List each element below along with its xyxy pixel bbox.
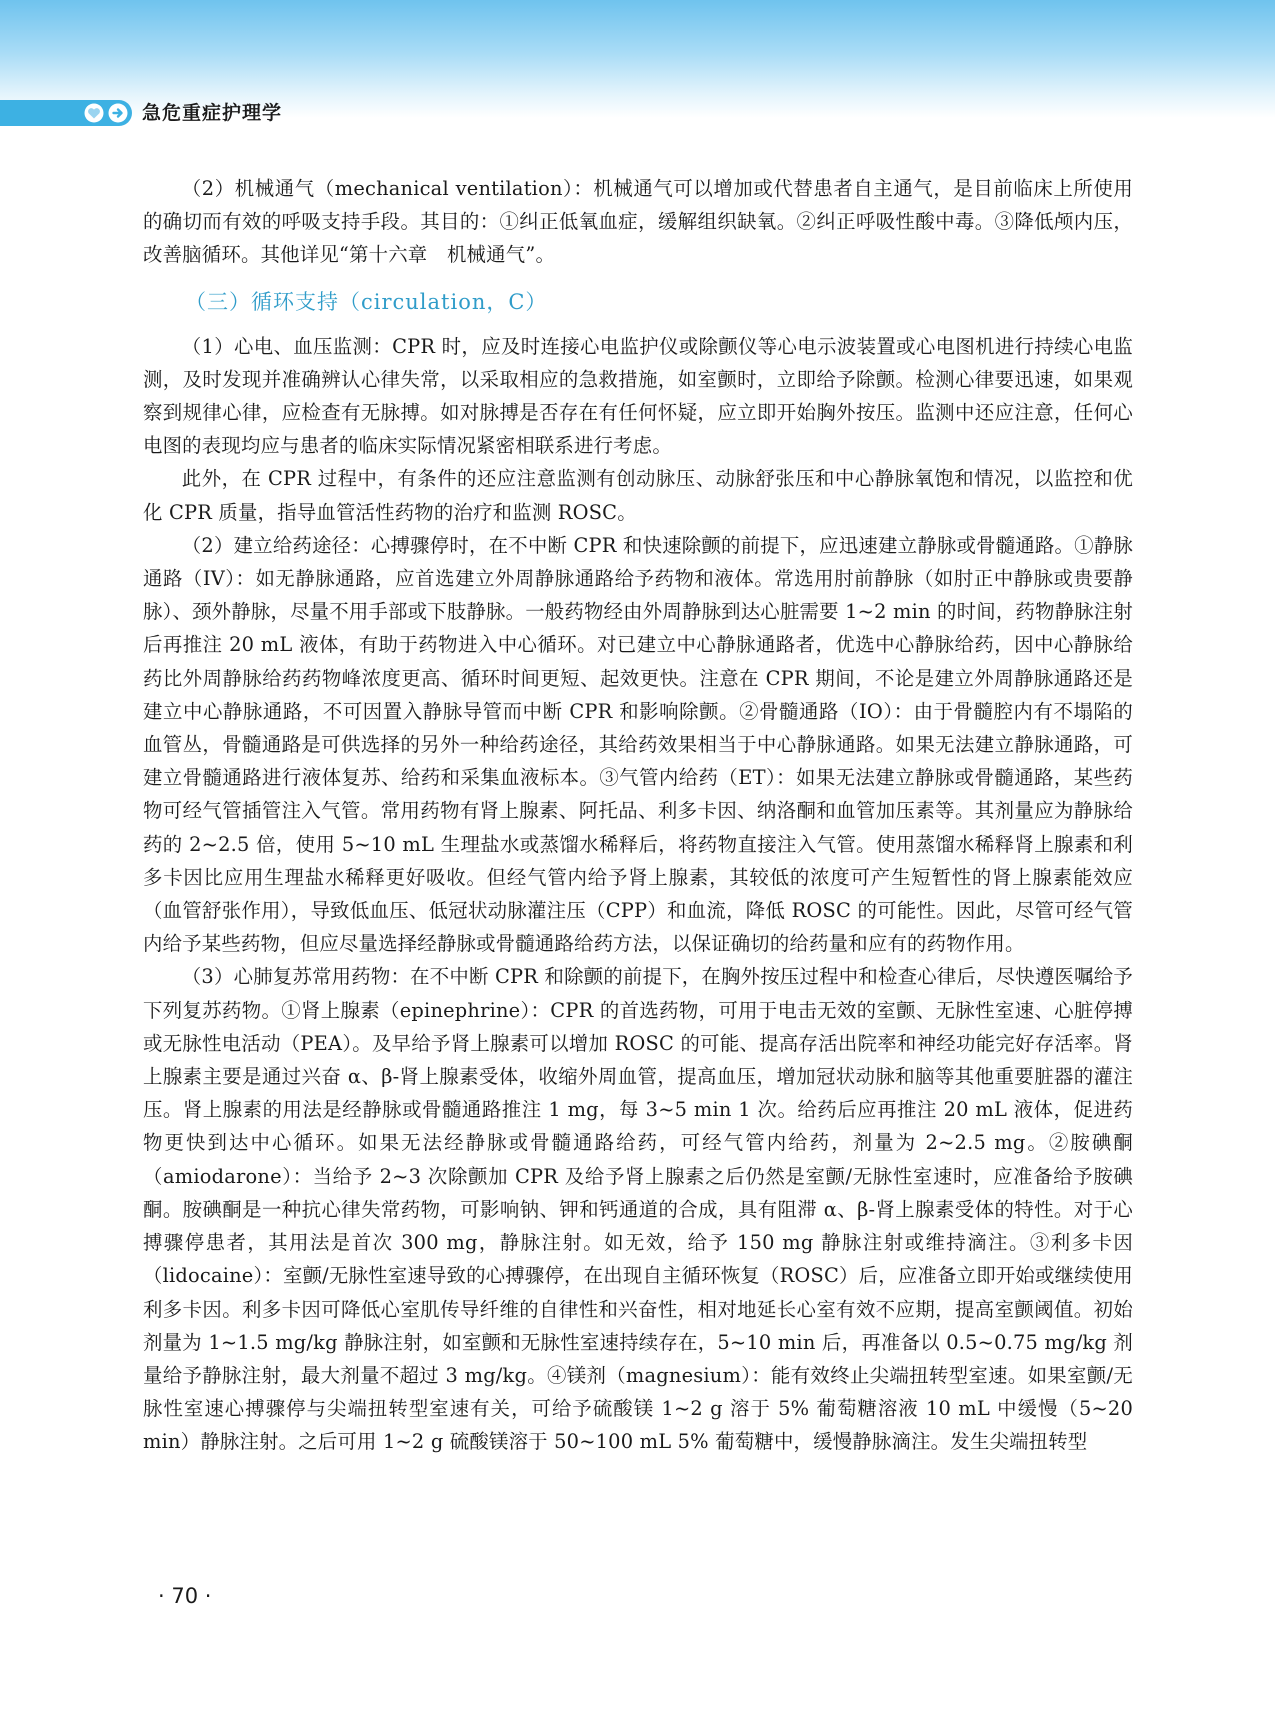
section-heading-circulation: （三）循环支持（circulation，C） xyxy=(185,289,548,314)
arrow-right-circle-icon xyxy=(108,103,128,123)
paragraph-drug-routes: （2）建立给药途径：心搏骤停时，在不中断 CPR 和快速除颤的前提下，应迅速建立静脉或骨髓通路。①静脉通路（IV）：如无静脉通路，应首选建立外周静脉通路给予药物和液体。常选用肘前静脉（如肘正中静脉或贵要静脉）、颈外静脉，尽量不用手部或下肢静脉。一般药物经由外周静脉到达心脏需要 1~2 min 的时间，药物静脉注射后再推注 20 mL 液体，有助于药物进入中心循环。对已建立中心静脉通路者，优选中心静脉给药，因中心静脉给药比外周静脉给药药物峰浓度更高、循环时间更短、起效更快。注意在 CPR 期间，不论是建立外周静脉通路还是建立中心静脉通路，不可因置入静脉导管而中断 CPR 和影响除颤。②骨髓通路（IO）：由于骨髓腔内有不塌陷的血管丛，骨髓通路是可供选择的另外一种给药途径，其给药效果相当于中心静脉通路。如果无法建立静脉通路，可建立骨髓通路进行液体复苏、给药和采集血液标本。③气管内给药（ET）：如果无法建立静脉或骨髓通路，某些药物可经气管插管注入气管。常用药物有肾上腺素、阿托品、利多卡因、纳洛酮和血管加压素等。其剂量应为静脉给药的 2~2.5 倍，使用 5~10 mL 生理盐水或蒸馏水稀释后，将药物直接注入气管。使用蒸馏水稀释肾上腺素和利多卡因比应用生理盐水稀释更好吸收。但经气管内给予肾上腺素，其较低的浓度可产生短暂性的肾上腺素能效应（血管舒张作用），导致低血压、低冠状动脉灌注压（CPP）和血流，降低 ROSC 的可能性。因此，尽管可经气管内给予某些药物，但应尽量选择经静脉或骨髓通路给药方法，以保证确切的给药量和应有的药物作用。 xyxy=(143,533,1133,956)
paragraph-cpr-drugs: （3）心肺复苏常用药物：在不中断 CPR 和除颤的前提下，在胸外按压过程中和检查心律后，尽快遵医嘱给予下列复苏药物。①肾上腺素（epinephrine）：CPR 的首选药物，可用于电击无效的室颤、无脉性室速、心脏停搏或无脉性电活动（PEA）。及早给予肾上腺素可以增加 ROSC 的可能、提高存活出院率和神经功能完好存活率。肾上腺素主要是通过兴奋 α、β-肾上腺素受体，收缩外周血管，提高血压，增加冠状动脉和脑等其他重要脏器的灌注压。肾上腺素的用法是经静脉或骨髓通路推注 1 mg，每 3~5 min 1 次。给药后应再推注 20 mL 液体，促进药物更快到达中心循环。如果无法经静脉或骨髓通路给药，可经气管内给药，剂量为 2~2.5 mg。②胺碘酮（amiodarone）：当给予 2~3 次除颤加 CPR 及给予肾上腺素之后仍然是室颤/无脉性室速时，应准备给予胺碘酮。胺碘酮是一种抗心律失常药物，可影响钠、钾和钙通道的合成，具有阻滞 α、β-肾上腺素受体的特性。对于心搏骤停患者，其用法是首次 300 mg，静脉注射。如无效，给予 150 mg 静脉注射或维持滴注。③利多卡因（lidocaine）：室颤/无脉性室速导致的心搏骤停，在出现自主循环恢复（ROSC）后，应准备立即开始或继续使用利多卡因。利多卡因可降低心室肌传导纤维的自律性和兴奋性，相对地延长心室有效不应期，提高室颤阈值。初始剂量为 1~1.5 mg/kg 静脉注射，如室颤和无脉性室速持续存在，5~10 min 后，再准备以 0.5~0.75 mg/kg 剂量给予静脉注射，最大剂量不超过 3 mg/kg。④镁剂（magnesium）：能有效终止尖端扭转型室速。如果室颤/无脉性室速心搏骤停与尖端扭转型室速有关，可给予硫酸镁 1~2 g 溶于 5% 葡萄糖溶液 10 mL 中缓慢（5~20 min）静脉注射。之后可用 1~2 g 硫酸镁溶于 50~100 mL 5% 葡萄糖中，缓慢静脉滴注。发生尖端扭转型 xyxy=(143,965,1133,1454)
running-header xyxy=(0,100,1275,126)
page-number: · 70 · xyxy=(158,1584,212,1608)
paragraph-ecg-monitoring: （1）心电、血压监测：CPR 时，应及时连接心电监护仪或除颤仪等心电示波装置或心电图机进行持续心电监测，及时发现并准确辨认心律失常，以采取相应的急救措施，如室颤时，立即给予除颤。检测心律要迅速，如果观察到规律心律，应检查有无脉搏。如对脉搏是否存在有任何怀疑，应立即开始胸外按压。监测中还应注意，任何心电图的表现均应与患者的临床实际情况紧密相联系进行考虑。 xyxy=(143,334,1133,458)
heart-icon xyxy=(84,103,104,123)
book-title: 急危重症护理学 xyxy=(142,102,283,124)
page-body xyxy=(143,172,1133,1459)
header-icons xyxy=(84,103,128,123)
paragraph-mechanical-ventilation: （2）机械通气（mechanical ventilation）：机械通气可以增加或代替患者自主通气，是目前临床上所使用的确切而有效的呼吸支持手段。其目的：①纠正低氧血症，缓解组织缺氧。②纠正呼吸性酸中毒。③降低颅内压，改善脑循环。其他详见“第十六章 机械通气”。 xyxy=(143,177,1133,267)
paragraph-cpr-monitoring: 此外，在 CPR 过程中，有条件的还应注意监测有创动脉压、动脉舒张压和中心静脉氧饱和情况，以监控和优化 CPR 质量，指导血管活性药物的治疗和监测 ROSC。 xyxy=(143,467,1133,524)
